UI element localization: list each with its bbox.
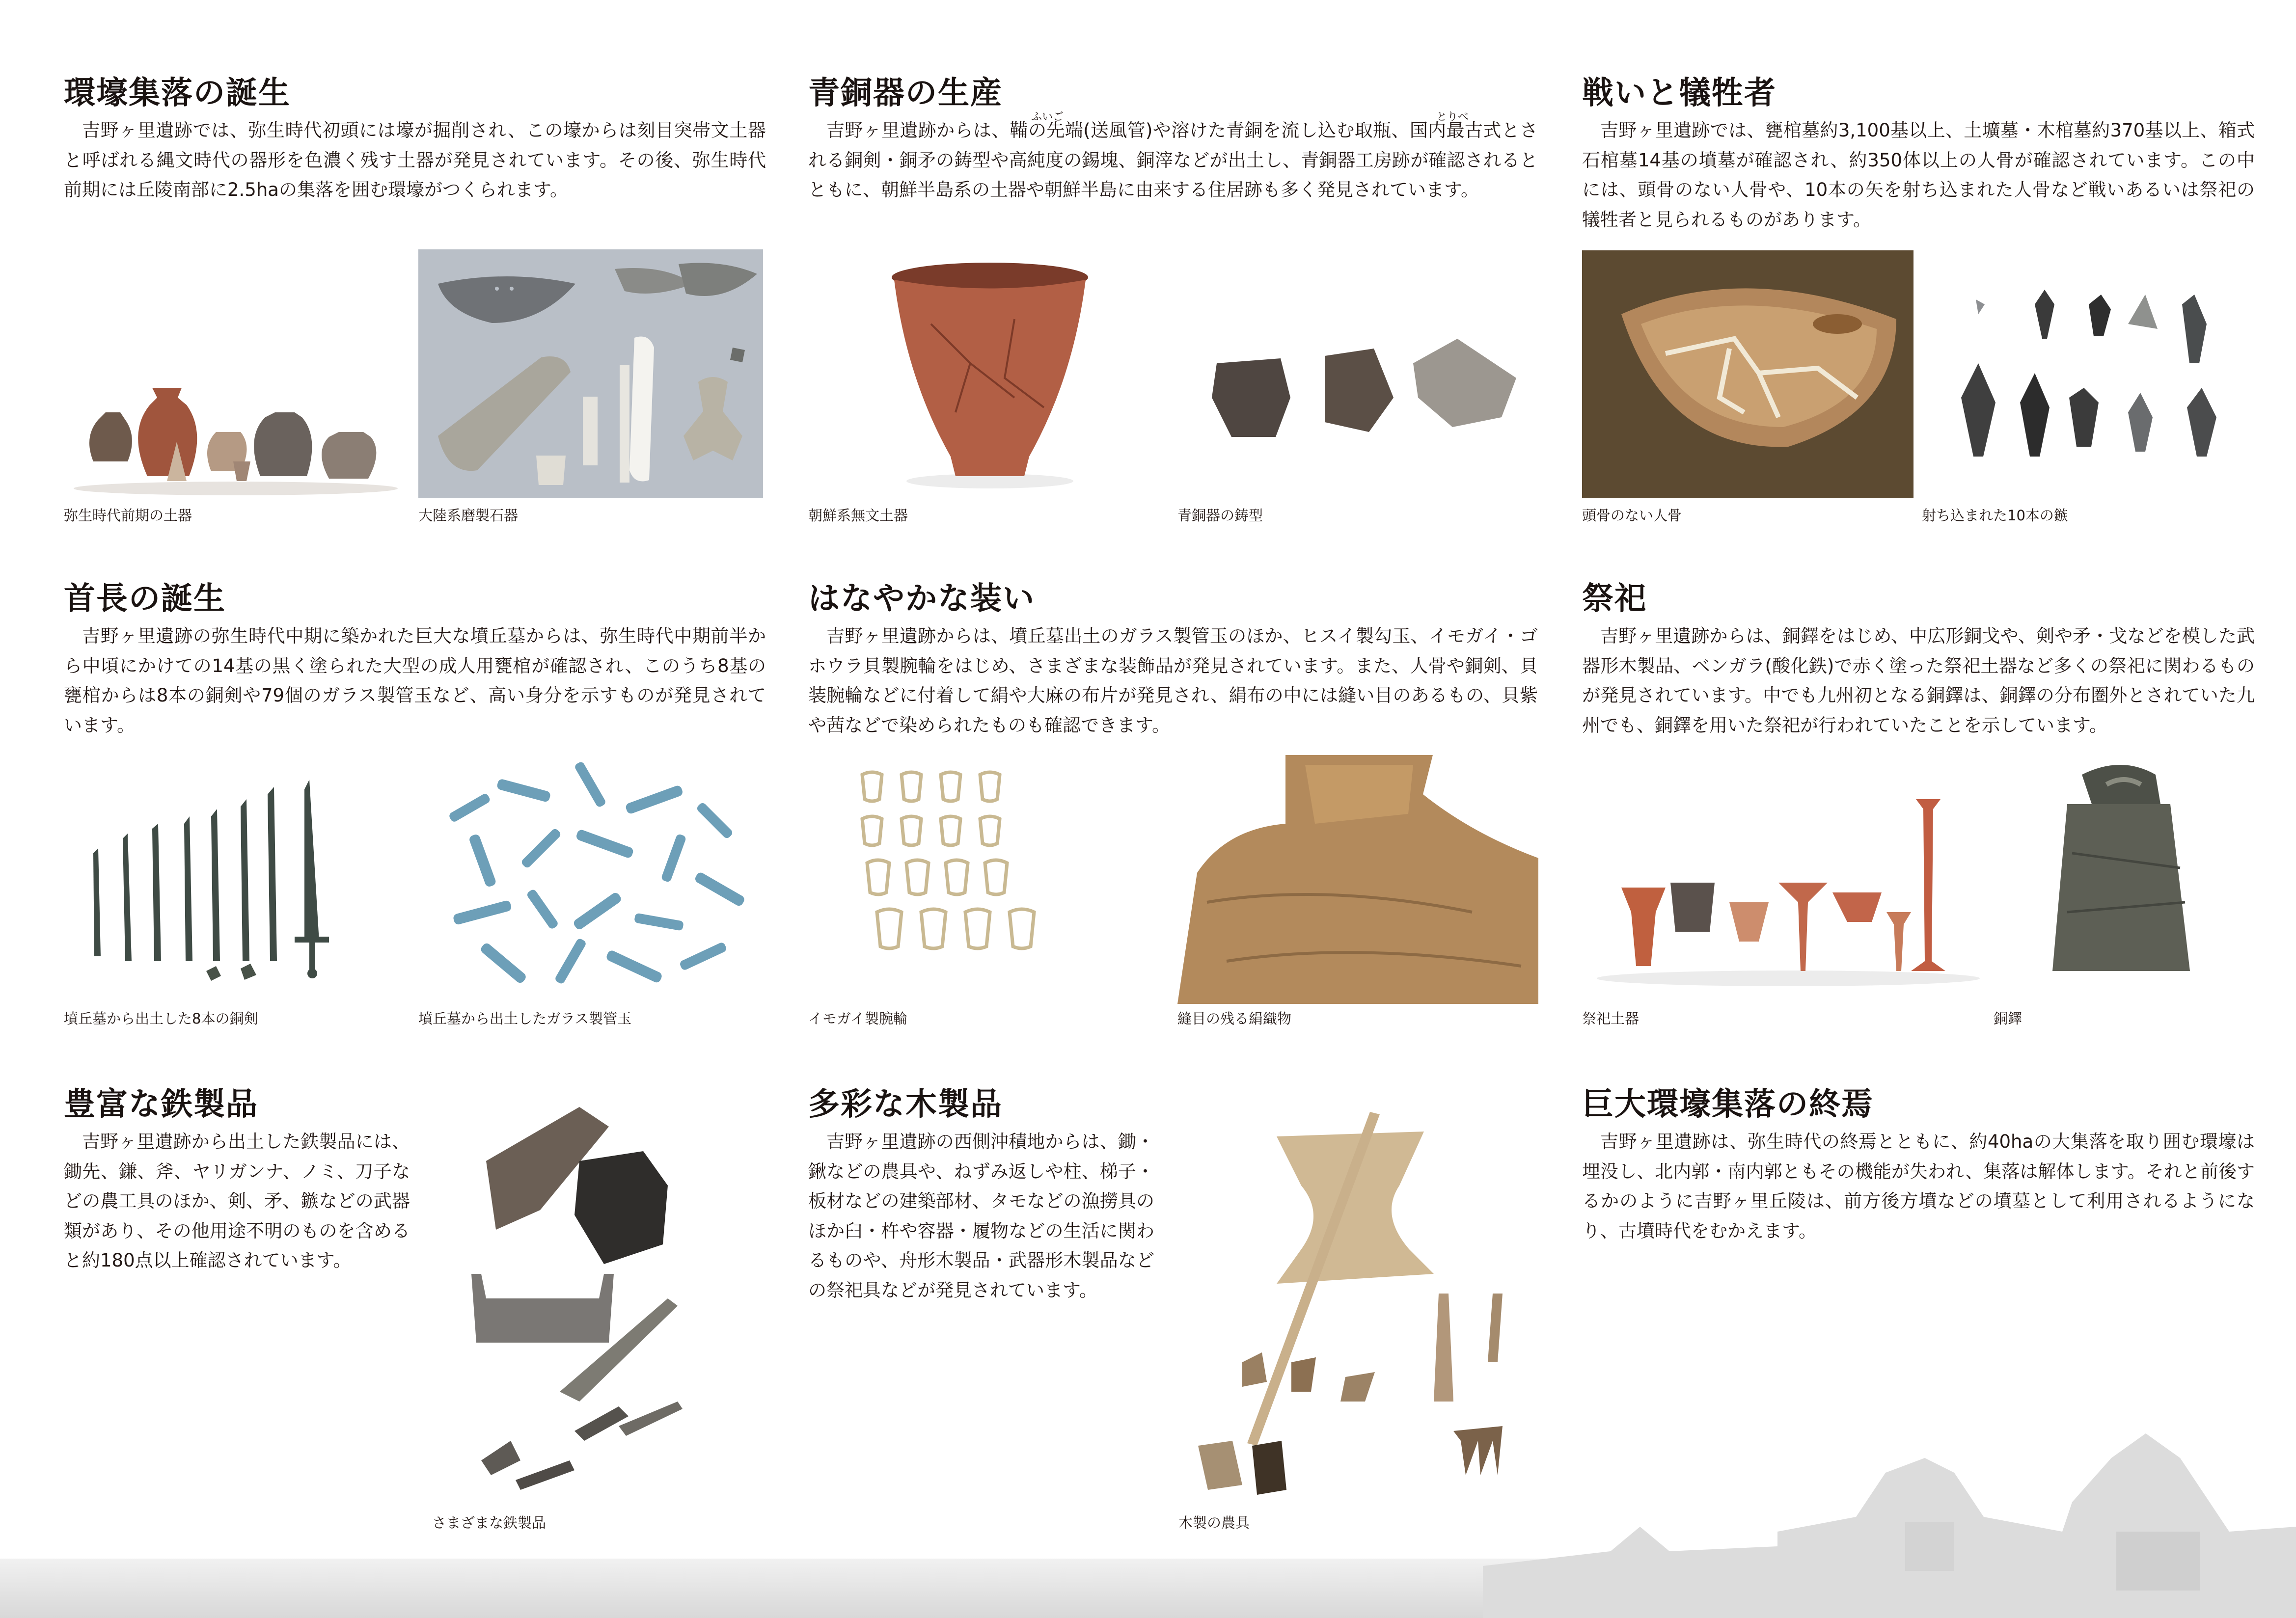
section-heading: 巨大環壕集落の終焉: [1582, 1086, 1874, 1123]
section-heading: 戦いと犠牲者: [1582, 75, 1777, 111]
section-heading: 祭祀: [1582, 581, 1647, 617]
arrowheads-photo: [1922, 250, 2253, 498]
section-heading: 首長の誕生: [64, 581, 226, 617]
bronze-swords-photo: [64, 755, 409, 1004]
section-body: 吉野ヶ里遺跡では、甕棺墓約3,100基以上、土壙墓・木棺墓約370基以上、箱式石棺墓14基の墳墓が確認され、約350体以上の人骨が確認されています。この中には、頭骨のない人骨や、10本の矢を射ち込まれた人骨など戦いあるいは祭祀の犠牲者と見られるものがあります。: [1582, 120, 2255, 230]
section-body: 吉野ヶ里遺跡は、弥生時代の終焉とともに、約40haの大集落を取り囲む環壕は埋没し、北内郭・南内郭ともその機能が失われ、集落は解体します。それと前後するかのように吉野ヶ里丘陵は、前方後方墳などの墳墓として利用されるようになり、古墳時代をむかえます。: [1582, 1131, 2255, 1241]
photo-caption: 祭祀土器: [1582, 1010, 1640, 1027]
watchtower-silhouette-decoration: [1483, 1404, 2296, 1618]
photo-caption: 朝鮮系無文土器: [808, 507, 908, 524]
dotaku-bell-photo: [1994, 755, 2254, 1004]
photo-caption: 墳丘墓から出土した8本の銅剣: [64, 1010, 258, 1027]
section-body: 吉野ヶ里遺跡では、弥生時代初頭には壕が掘削され、この壕からは刻目突帯文土器と呼ばれる縄文時代の器形を色濃く残す土器が発見されています。その後、弥生時代前期には丘陵南部に2.5haの集落を囲む環壕がつくられます。: [64, 120, 766, 200]
photo-caption: イモガイ製腕輪: [808, 1010, 908, 1027]
section-body: 吉野ヶ里遺跡から出土した鉄製品には、鋤先、鎌、斧、ヤリガンナ、ノミ、刀子などの農工具のほか、剣、矛、鏃などの武器類があり、その他用途不明のものを含めると約180点以上確認されています。: [64, 1131, 410, 1271]
photo-caption: 縫目の残る絹織物: [1177, 1010, 1292, 1027]
section-body: 吉野ヶ里遺跡の弥生時代中期に築かれた巨大な墳丘墓からは、弥生時代中期前半から中頃にかけての14基の黒く塗られた大型の成人用甕棺が確認され、このうち8基の甕棺からは8本の銅剣や79個のガラス製管玉など、高い身分を示すものが発見されています。: [64, 625, 766, 736]
section-body: 吉野ヶ里遺跡の西側沖積地からは、鋤・鍬などの農具や、ねずみ返しや柱、梯子・板材などの建築部材、タモなどの漁撈具のほか臼・杵や容器・履物などの生活に関わるものや、舟形木製品・武器形木製品などの祭祀具などが発見されています。: [808, 1131, 1154, 1301]
photo-caption: さまざまな鉄製品: [432, 1514, 547, 1531]
section-heading: 青銅器の生産: [808, 75, 1003, 111]
yayoi-early-pottery-photo: [64, 314, 405, 498]
photo-caption: 銅鐸: [1994, 1010, 2023, 1027]
photo-caption: 頭骨のない人骨: [1582, 507, 1682, 524]
photo-caption: 青銅器の鋳型: [1177, 507, 1263, 524]
ritual-pottery-photo: [1582, 755, 1990, 1004]
section-heading: 多彩な木製品: [808, 1086, 1003, 1123]
ruby-fuigo: ふいご: [1031, 111, 1064, 123]
photo-caption: 射ち込まれた10本の鏃: [1922, 507, 2068, 524]
section-heading: 環壕集落の誕生: [64, 75, 291, 111]
section-body: 吉野ヶ里遺跡からは、墳丘墓出土のガラス製管玉のほか、ヒスイ製勾玉、イモガイ・ゴホウラ貝製腕輪をはじめ、さまざまな装飾品が発見されています。また、人骨や銅剣、貝装腕輪などに付着して絹や大麻の布片が発見され、絹布の中には縫い目のあるもの、貝紫や茜などで染められたものも確認できます。: [808, 625, 1538, 736]
glass-beads-photo: [418, 755, 763, 1004]
section-body: 吉野ヶ里遺跡からは、銅鐸をはじめ、中広形銅戈や、剣や矛・戈などを模した武器形木製品、ベンガラ(酸化鉄)で赤く塗った祭祀土器など多くの祭祀に関わるものが発見されています。中でも九州初となる銅鐸は、銅鐸の分布圏外とされていた九州でも、銅鐸を用いた祭祀が行われていたことを示しています。: [1582, 625, 2255, 736]
silk-fabric-photo: [1177, 755, 1538, 1004]
section-body: 吉野ヶ里遺跡からは、鞴の先端(送風管)や溶けた青銅を流し込む取瓶、国内最古式とされる銅剣・銅矛の鋳型や高純度の錫塊、銅滓などが出土し、青銅器工房跡が確認されるとともに、朝鮮半島系の土器や朝鮮半島に由来する住居跡も多く発見されています。: [808, 120, 1538, 200]
photo-caption: 木製の農具: [1178, 1514, 1250, 1531]
shell-bracelets-photo: [808, 755, 1169, 1004]
photo-caption: 大陸系磨製石器: [418, 507, 519, 524]
mumon-pottery-photo: [808, 250, 1169, 498]
ruby-toribe: とりべ: [1436, 111, 1469, 123]
section-heading: 豊富な鉄製品: [64, 1086, 258, 1123]
section-heading: はなやかな装い: [808, 581, 1035, 617]
bronze-mold-photo: [1177, 250, 1538, 498]
photo-caption: 墳丘墓から出土したガラス製管玉: [418, 1010, 632, 1027]
stone-tools-photo: [418, 249, 763, 498]
photo-caption: 弥生時代前期の土器: [64, 507, 192, 524]
headless-skeleton-photo: [1582, 250, 1913, 498]
iron-artifacts-photo: [432, 1087, 761, 1505]
